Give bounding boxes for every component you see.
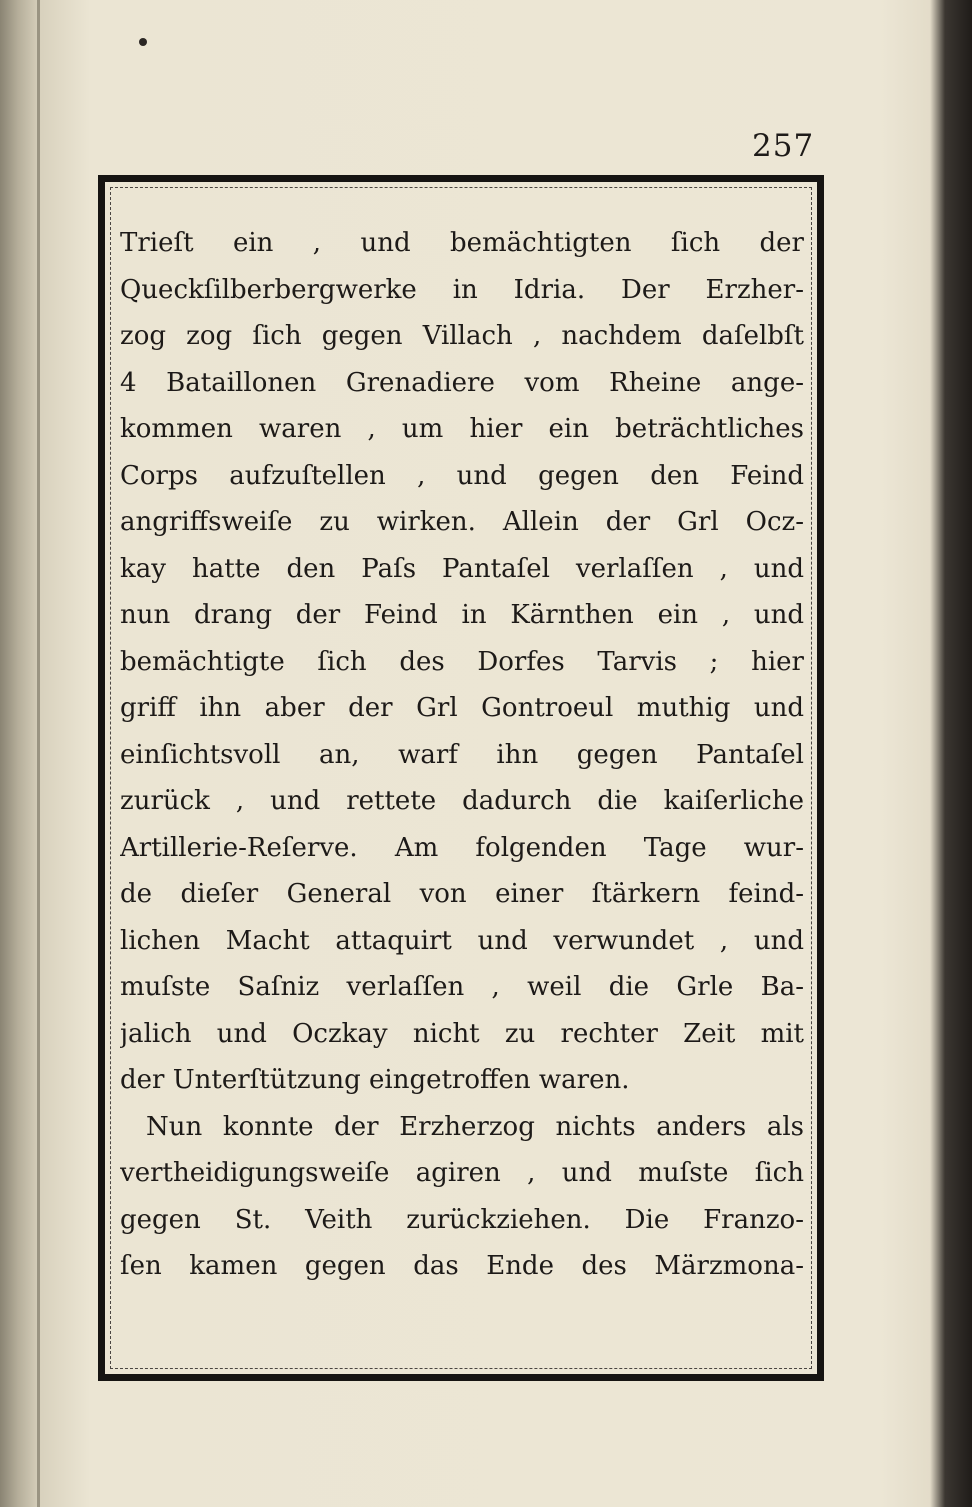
book-gutter [37,0,40,1507]
ink-dot [139,38,147,46]
text-line: jalich und Oczkay nicht zu rechter Zeit mit [120,1018,804,1049]
text-line: lichen Macht attaquirt und verwundet , und [120,925,804,956]
text-line: angriffsweiſe zu wirken. Allein der Grl Ocz- [120,507,804,537]
text-line: bemächtigte ſich des Dorfes Tarvis ; hier [120,646,804,677]
text-line: der Unterſtützung eingetroffen waren. [120,1065,630,1095]
body-text [120,220,804,1290]
text-line: kommen waren , um hier ein beträchtliches [120,414,804,444]
text-line: ſen kamen gegen das Ende des Märzmona- [120,1251,804,1281]
text-line: kay hatte den Paſs Pantaſel verlaſſen , und [120,553,804,584]
text-line: gegen St. Veith zurückziehen. Die Franzo- [120,1204,804,1235]
text-line: vertheidigungsweiſe agiren , und muſste ſich [120,1158,804,1188]
page-number: 257 [752,128,815,164]
text-line: 4 Bataillonen Grenadiere vom Rheine ange- [120,367,804,398]
text-line: de dieſer General von einer ſtärkern feind- [120,879,804,909]
text-line: Queckſilberbergwerke in Idria. Der Erzher- [120,274,804,305]
text-line: nun drang der Feind in Kärnthen ein , und [120,600,804,630]
text-line: griff ihn aber der Grl Gontroeul muthig und [120,693,804,723]
text-line: Nun konnte der Erzherzog nichts anders als [146,1111,804,1142]
text-line: zog zog ſich gegen Villach , nachdem daſelbſt [120,321,804,351]
text-line: Trieſt ein , und bemächtigten ſich der [120,228,804,258]
text-line: Corps aufzuſtellen , und gegen den Feind [120,460,804,491]
text-line: muſste Saſniz verlaſſen , weil die Grle Ba- [120,972,804,1002]
text-line: Artillerie-Reſerve. Am folgenden Tage wur- [120,832,804,863]
text-line: einſichtsvoll an, warf ihn gegen Pantaſel [120,739,804,770]
text-line: zurück , und rettete dadurch die kaiſerliche [120,786,804,816]
